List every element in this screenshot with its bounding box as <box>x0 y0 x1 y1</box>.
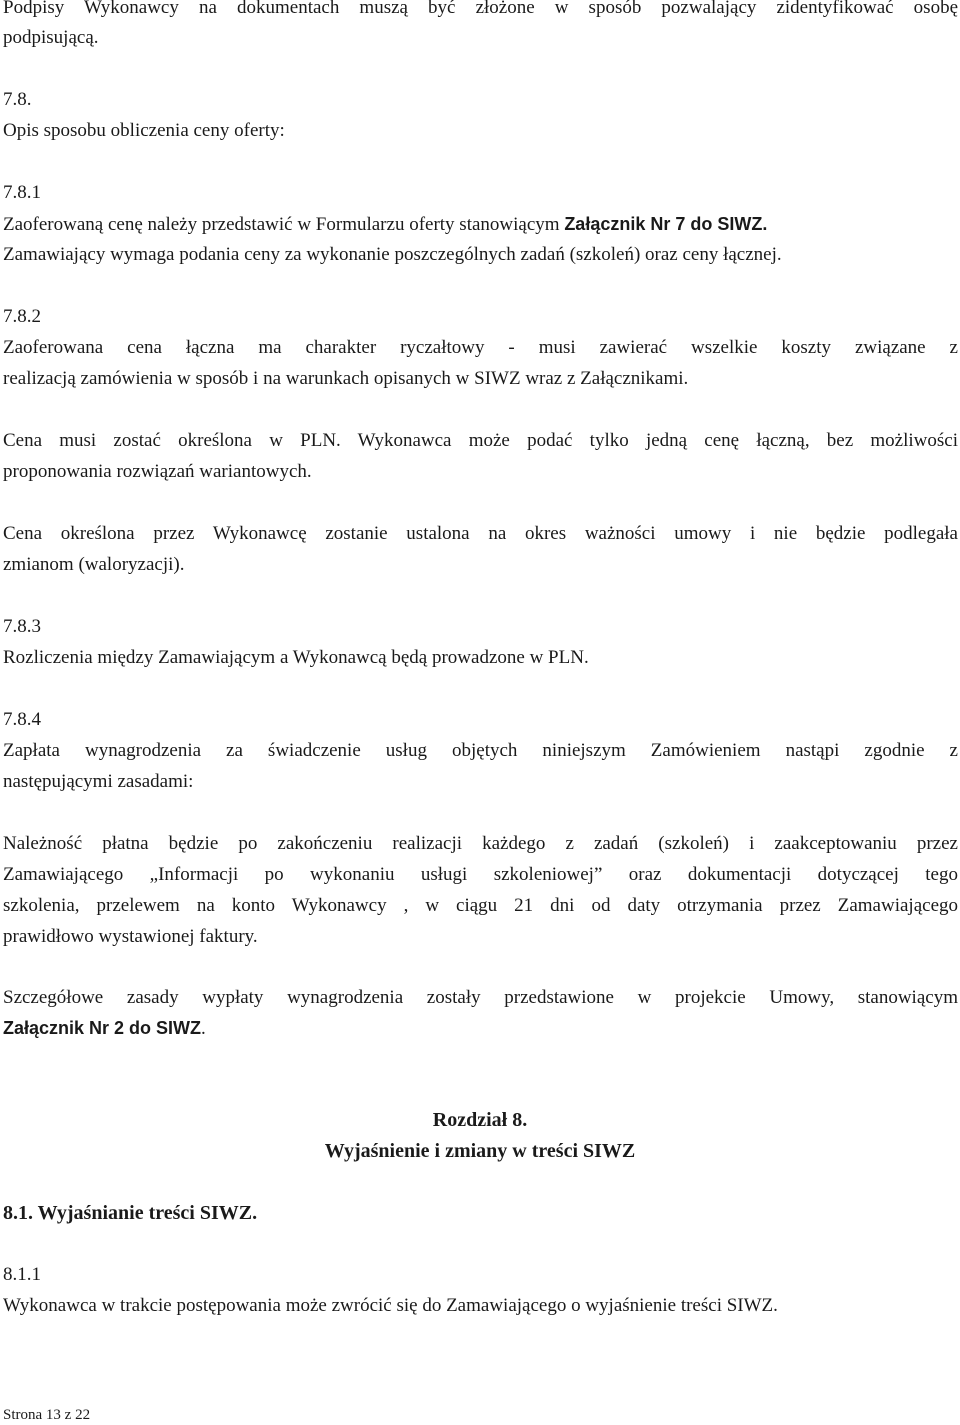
paragraph-line <box>3 1016 206 1041</box>
subsection-number: 8.1.1 <box>3 1264 41 1285</box>
section-heading: 8.1. Wyjaśnianie treści SIWZ. <box>3 1202 258 1224</box>
chapter-title: Wyjaśnienie i zmiany w treści SIWZ <box>324 1140 636 1162</box>
paragraph-line: Rozliczenia między Zamawiającym a Wykonawcą będą prowadzone w PLN. <box>3 647 589 668</box>
paragraph-line: Cena musi zostać określona w PLN. Wykonawca może podać tylko jedną cenę łączną, bez możliwości <box>3 430 958 451</box>
paragraph-line: zmianom (waloryzacji). <box>3 554 185 575</box>
paragraph-line: podpisującą. <box>3 27 99 48</box>
chapter-number: Rozdział 8. <box>432 1109 528 1131</box>
paragraph-line <box>3 212 767 237</box>
section-title: Opis sposobu obliczenia ceny oferty: <box>3 120 285 141</box>
paragraph-line: Należność płatna będzie po zakończeniu realizacji każdego z zadań (szkoleń) i zaakceptowaniu przez <box>3 833 958 854</box>
subsection-number: 7.8.3 <box>3 616 41 637</box>
paragraph-line: Zapłata wynagrodzenia za świadczenie usług objętych niniejszym Zamówieniem nastąpi zgodnie z <box>3 740 958 761</box>
subsection-number: 7.8.4 <box>3 709 41 730</box>
paragraph-line: Podpisy Wykonawcy na dokumentach muszą być złożone w sposób pozwalający zidentyfikować osobę <box>3 0 958 18</box>
paragraph-line: Zamawiającego „Informacji po wykonaniu usługi szkoleniowej” oraz dokumentacji dotyczącej tego <box>3 864 958 885</box>
subsection-number: 7.8.2 <box>3 306 41 327</box>
paragraph-line: prawidłowo wystawionej faktury. <box>3 926 258 947</box>
paragraph-line: Zaoferowana cena łączna ma charakter ryczałtowy - musi zawierać wszelkie koszty związane z <box>3 337 958 358</box>
paragraph-line: następującymi zasadami: <box>3 771 194 792</box>
paragraph-line: szkolenia, przelewem na konto Wykonawcy , w ciągu 21 dni od daty otrzymania przez Zamawiającego <box>3 895 958 916</box>
paragraph-line: Zamawiający wymaga podania ceny za wykonanie poszczególnych zadań (szkoleń) oraz ceny łącznej. <box>3 244 782 265</box>
paragraph-line: Cena określona przez Wykonawcę zostanie ustalona na okres ważności umowy i nie będzie podlegała <box>3 523 958 544</box>
paragraph-line: Wykonawca w trakcie postępowania może zwrócić się do Zamawiającego o wyjaśnienie treści SIWZ. <box>3 1295 778 1316</box>
paragraph-text: . <box>201 1018 206 1039</box>
paragraph-line: realizacją zamówienia w sposób i na warunkach opisanych w SIWZ wraz z Załącznikami. <box>3 368 689 389</box>
section-number: 7.8. <box>3 89 32 110</box>
paragraph-text: Zaoferowaną cenę należy przedstawić w Formularzu oferty stanowiącym <box>3 214 565 235</box>
page-number: Strona 13 z 22 <box>3 1407 91 1423</box>
attachment-reference: Załącznik Nr 7 do SIWZ. <box>564 214 768 234</box>
paragraph-line: Szczegółowe zasady wypłaty wynagrodzenia zostały przedstawione w projekcie Umowy, stanowiącym <box>3 987 958 1008</box>
subsection-number: 7.8.1 <box>3 182 41 203</box>
paragraph-line: proponowania rozwiązań wariantowych. <box>3 461 312 482</box>
attachment-reference: Załącznik Nr 2 do SIWZ <box>3 1018 202 1038</box>
